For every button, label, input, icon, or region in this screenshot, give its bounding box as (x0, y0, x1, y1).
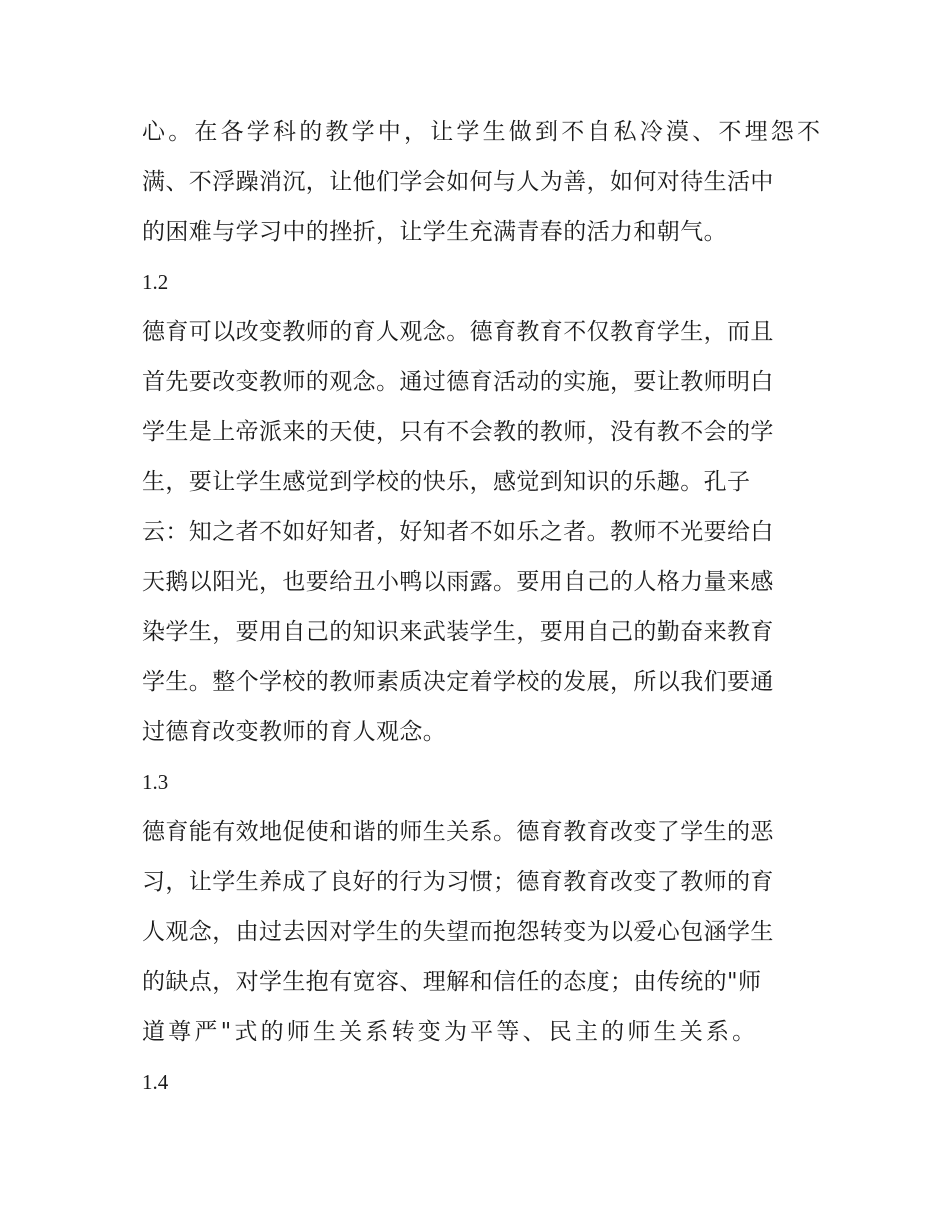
text-line: 人观念，由过去因对学生的失望而抱怨转变为以爱心包涵学生 (142, 919, 774, 945)
paragraph-1-3 (142, 807, 810, 1057)
section-heading-1-3: 1.3 (142, 770, 169, 794)
text-line: 染学生，要用自己的知识来武装学生，要用自己的勤奋来教育 (142, 619, 774, 645)
text-line: 道尊严"式的师生关系转变为平等、民主的师生关系。 (142, 1019, 759, 1045)
section-heading-1-4: 1.4 (142, 1070, 169, 1094)
text-line: 首先要改变教师的观念。通过德育活动的实施，要让教师明白 (142, 369, 774, 395)
text-line: 学生是上帝派来的天使，只有不会教的教师，没有教不会的学 (142, 419, 774, 445)
text-line: 满、不浮躁消沉，让他们学会如何与人为善，如何对待生活中 (142, 169, 774, 195)
text-line: 学生。整个学校的教师素质决定着学校的发展，所以我们要通 (142, 669, 774, 695)
text-line: 习，让学生养成了良好的行为习惯；德育教育改变了教师的育 (142, 869, 774, 895)
text-line: 云：知之者不如好知者，好知者不如乐之者。教师不光要给白 (142, 519, 774, 545)
text-line: 德育可以改变教师的育人观念。德育教育不仅教育学生，而且 (142, 319, 774, 345)
text-line: 天鹅以阳光，也要给丑小鸭以雨露。要用自己的人格力量来感 (142, 569, 774, 595)
text-line: 的缺点，对学生抱有宽容、理解和信任的态度；由传统的"师 (142, 969, 762, 995)
section-heading-1-2: 1.2 (142, 270, 169, 294)
text-line: 生，要让学生感觉到学校的快乐，感觉到知识的乐趣。孔子 (142, 469, 751, 495)
paragraph-continuation (142, 107, 824, 257)
text-line: 的困难与学习中的挫折，让学生充满青春的活力和朝气。 (142, 219, 727, 245)
text-line: 过德育改变教师的育人观念。 (142, 719, 447, 745)
document-body (142, 107, 824, 1107)
paragraph-1-2 (142, 307, 810, 757)
text-line: 德育能有效地促使和谐的师生关系。德育教育改变了学生的恶 (142, 819, 774, 845)
text-line: 心。在各学科的教学中，让学生做到不自私冷漠、不埋怨不 (142, 119, 824, 145)
